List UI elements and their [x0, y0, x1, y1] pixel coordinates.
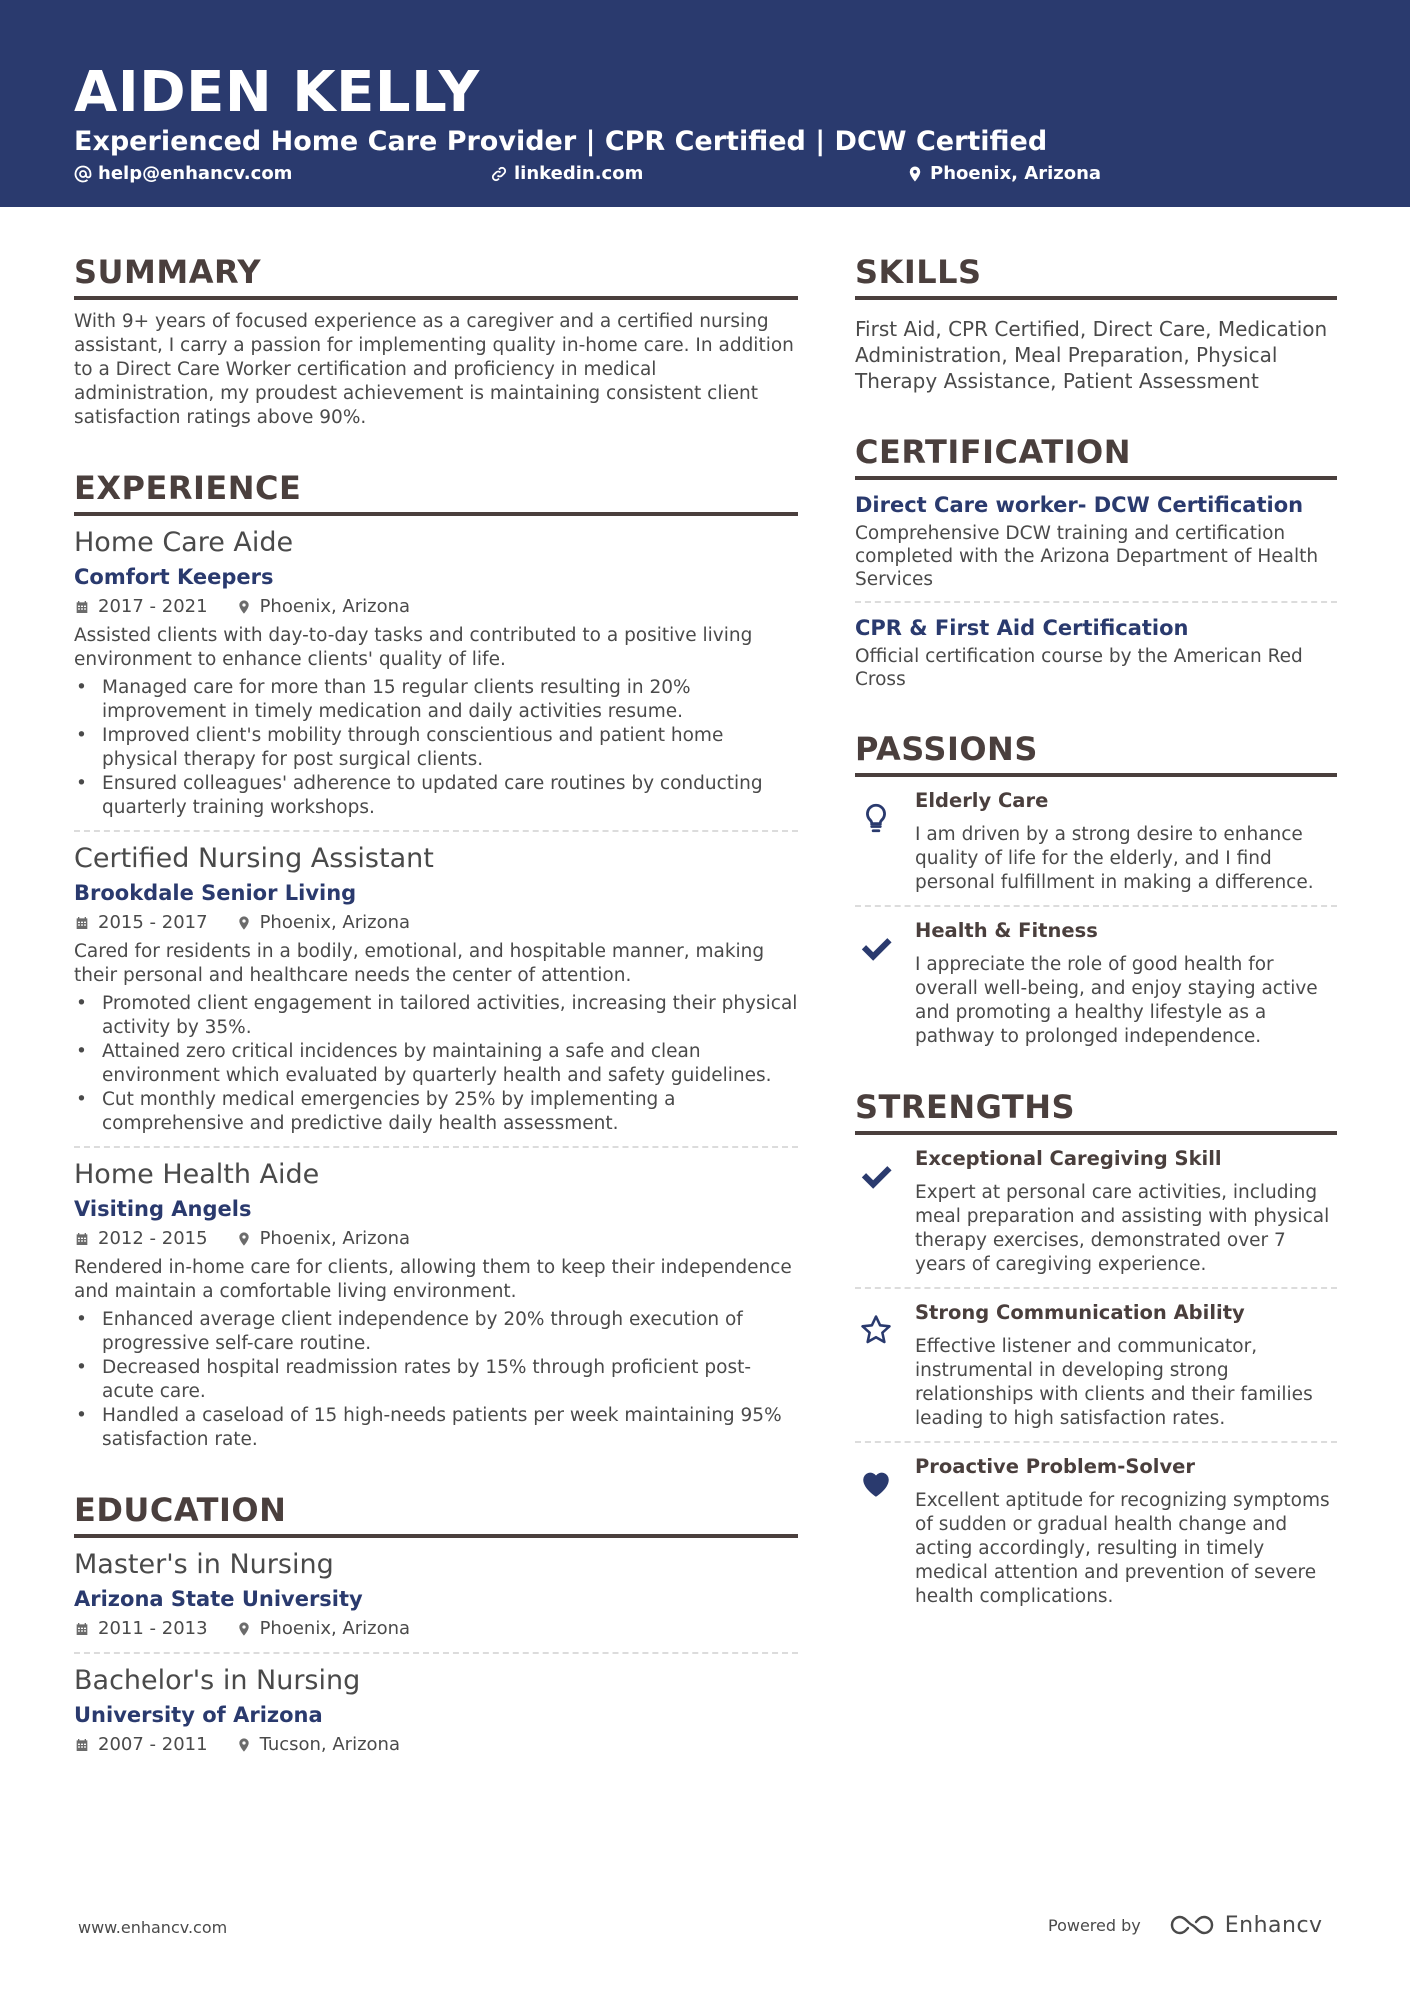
passions-title: PASSIONS	[855, 727, 1337, 777]
brand-logo[interactable]	[1169, 1912, 1323, 1938]
checkmark-icon	[855, 1157, 897, 1195]
job-dates: 2015 - 2017	[98, 912, 208, 933]
job-dates: 2012 - 2015	[98, 1228, 208, 1249]
job-meta	[74, 594, 798, 620]
calendar-icon	[74, 1737, 90, 1753]
education-location: Tucson, Arizona	[259, 1734, 400, 1755]
passion-item	[855, 787, 1337, 907]
certification-description: Official certification course by the American Red Cross	[855, 646, 1303, 690]
job-meta	[74, 1226, 798, 1252]
contact-email[interactable]	[74, 162, 292, 186]
job-location: Phoenix, Arizona	[259, 912, 411, 933]
candidate-name: AIDEN KELLY	[74, 60, 480, 125]
at-icon	[74, 165, 92, 183]
calendar-icon	[74, 915, 90, 931]
job-bullet: • Cut monthly medical emergencies by 25% by implementing a comprehensive and predictive daily health assessment.	[74, 1088, 798, 1136]
summary-text: With 9+ years of focused experience as a caregiver and a certified nursing assistant, I carry a passion for implementing quality in-home care. In addition to a Direct Care Worker certification and proficiency in medical administration, my proudest achievement is maintaining consistent client satisfaction ratings above 90%.	[74, 311, 794, 428]
checkmark-icon	[855, 929, 897, 967]
email-text: help@enhancv.com	[98, 163, 293, 184]
education-section	[74, 1488, 798, 1758]
education-item	[74, 1548, 798, 1654]
map-pin-icon	[906, 165, 924, 183]
strength-title: Strong Communication Ability	[915, 1301, 1245, 1324]
job-bullets	[74, 1308, 798, 1452]
education-location: Phoenix, Arizona	[259, 1618, 411, 1639]
certification-name: Direct Care worker- DCW Certification	[855, 493, 1304, 517]
experience-section	[74, 466, 798, 1452]
brand-name: Enhancv	[1224, 1912, 1323, 1938]
right-column	[855, 250, 1337, 1609]
education-dates: 2007 - 2011	[98, 1734, 208, 1755]
job-company: Brookdale Senior Living	[74, 881, 357, 905]
footer-branding	[1048, 1912, 1323, 1938]
link-icon	[490, 165, 508, 183]
certification-description: Comprehensive DCW training and certification completed with the Arizona Department of Health Services	[855, 523, 1319, 590]
passion-title: Elderly Care	[915, 789, 1049, 812]
passion-title: Health & Fitness	[915, 919, 1098, 942]
experience-title: EXPERIENCE	[74, 466, 798, 516]
divider	[855, 601, 1337, 603]
job-bullet: • Ensured colleagues' adherence to updated care routines by conducting quarterly training workshops.	[74, 772, 798, 820]
summary-title: SUMMARY	[74, 250, 798, 300]
passion-item	[855, 917, 1337, 1049]
map-pin-icon	[236, 915, 252, 931]
school: Arizona State University	[74, 1587, 363, 1611]
job-bullet: • Enhanced average client independence by 20% through execution of progressive self-care routine.	[74, 1308, 798, 1356]
education-meta	[74, 1732, 798, 1758]
certification-name: CPR & First Aid Certification	[855, 616, 1189, 640]
passions-section	[855, 727, 1337, 1049]
candidate-tagline: Experienced Home Care Provider | CPR Certified | DCW Certified	[74, 126, 1048, 157]
location-text: Phoenix, Arizona	[930, 163, 1102, 184]
job-location: Phoenix, Arizona	[259, 1228, 411, 1249]
education-title: EDUCATION	[74, 1488, 798, 1538]
job-bullet: • Improved client's mobility through conscientious and patient home physical therapy for post surgical clients.	[74, 724, 798, 772]
job-bullet: • Decreased hospital readmission rates by 15% through proficient post-acute care.	[74, 1356, 798, 1404]
divider	[74, 830, 798, 832]
footer-website[interactable]: www.enhancv.com	[78, 1918, 228, 1937]
powered-by-text: Powered by	[1048, 1915, 1141, 1935]
certification-item	[855, 613, 1337, 691]
summary-section	[74, 250, 798, 430]
resume-header	[0, 0, 1410, 207]
divider	[855, 1287, 1337, 1289]
skills-section	[855, 250, 1337, 394]
strength-item	[855, 1299, 1337, 1443]
skills-title: SKILLS	[855, 250, 1337, 300]
job-bullet: • Handled a caseload of 15 high-needs patients per week maintaining 95% satisfaction rate.	[74, 1404, 798, 1452]
strength-title: Exceptional Caregiving Skill	[915, 1147, 1222, 1170]
strength-item	[855, 1145, 1337, 1289]
job-description: Rendered in-home care for clients, allowing them to keep their independence and maintain a comfortable living environment.	[74, 1257, 792, 1302]
job-bullets	[74, 676, 798, 820]
map-pin-icon	[236, 1231, 252, 1247]
job-dates: 2017 - 2021	[98, 596, 208, 617]
job-company: Comfort Keepers	[74, 565, 274, 589]
strengths-section	[855, 1085, 1337, 1609]
heart-icon	[855, 1465, 897, 1503]
job-bullet: • Attained zero critical incidences by maintaining a safe and clean environment which evaluated by quarterly health and safety guidelines.	[74, 1040, 798, 1088]
calendar-icon	[74, 1231, 90, 1247]
divider	[855, 905, 1337, 907]
contact-linkedin[interactable]	[490, 162, 643, 186]
left-column	[74, 250, 798, 1758]
star-icon	[855, 1311, 897, 1349]
certification-title: CERTIFICATION	[855, 430, 1337, 480]
divider	[855, 1441, 1337, 1443]
education-meta	[74, 1616, 798, 1642]
map-pin-icon	[236, 1621, 252, 1637]
job-role: Certified Nursing Assistant	[74, 843, 434, 874]
experience-item	[74, 842, 798, 1148]
lightbulb-icon	[855, 799, 897, 837]
job-description: Assisted clients with day-to-day tasks and contributed to a positive living environment to enhance clients' quality of life.	[74, 625, 753, 670]
education-item	[74, 1664, 798, 1758]
strengths-title: STRENGTHS	[855, 1085, 1337, 1135]
education-dates: 2011 - 2013	[98, 1618, 208, 1639]
school: University of Arizona	[74, 1703, 323, 1727]
job-bullets	[74, 992, 798, 1136]
degree: Master's in Nursing	[74, 1549, 334, 1580]
job-role: Home Health Aide	[74, 1159, 320, 1190]
strength-description: Excellent aptitude for recognizing symptoms of sudden or gradual health change and acting accordingly, resulting in timely medical attention and prevention of severe health complications.	[915, 1490, 1330, 1607]
experience-item	[74, 526, 798, 832]
passion-description: I appreciate the role of good health for overall well-being, and enjoy staying active and promoting a healthy lifestyle as a pathway to prolonged independence.	[915, 954, 1318, 1047]
strength-title: Proactive Problem-Solver	[915, 1455, 1196, 1478]
enhancv-logo-icon	[1169, 1912, 1215, 1938]
degree: Bachelor's in Nursing	[74, 1665, 361, 1696]
certification-section	[855, 430, 1337, 691]
job-company: Visiting Angels	[74, 1197, 252, 1221]
strength-item	[855, 1453, 1337, 1609]
divider	[74, 1652, 798, 1654]
job-meta	[74, 910, 798, 936]
job-description: Cared for residents in a bodily, emotional, and hospitable manner, making their personal and healthcare needs the center of attention.	[74, 941, 765, 986]
job-role: Home Care Aide	[74, 527, 294, 558]
map-pin-icon	[236, 599, 252, 615]
certification-item	[855, 490, 1337, 603]
map-pin-icon	[236, 1737, 252, 1753]
job-bullet: • Managed care for more than 15 regular clients resulting in 20% improvement in timely medication and daily activities resume.	[74, 676, 798, 724]
job-location: Phoenix, Arizona	[259, 596, 411, 617]
calendar-icon	[74, 1621, 90, 1637]
experience-item	[74, 1158, 798, 1452]
strength-description: Expert at personal care activities, including meal preparation and assisting with physical therapy exercises, demonstrated over 7 years of caregiving experience.	[915, 1182, 1330, 1275]
linkedin-text: linkedin.com	[514, 163, 644, 184]
contact-location	[906, 162, 1101, 186]
strength-description: Effective listener and communicator, instrumental in developing strong relationships with clients and their families leading to high satisfaction rates.	[915, 1336, 1313, 1429]
calendar-icon	[74, 599, 90, 615]
passion-description: I am driven by a strong desire to enhance quality of life for the elderly, and I find personal fulfillment in making a difference.	[915, 824, 1314, 893]
skills-text: First Aid, CPR Certified, Direct Care, Medication Administration, Meal Preparation, Physical Therapy Assistance, Patient Assessment	[855, 317, 1328, 393]
divider	[74, 1146, 798, 1148]
job-bullet: • Promoted client engagement in tailored activities, increasing their physical activity by 35%.	[74, 992, 798, 1040]
